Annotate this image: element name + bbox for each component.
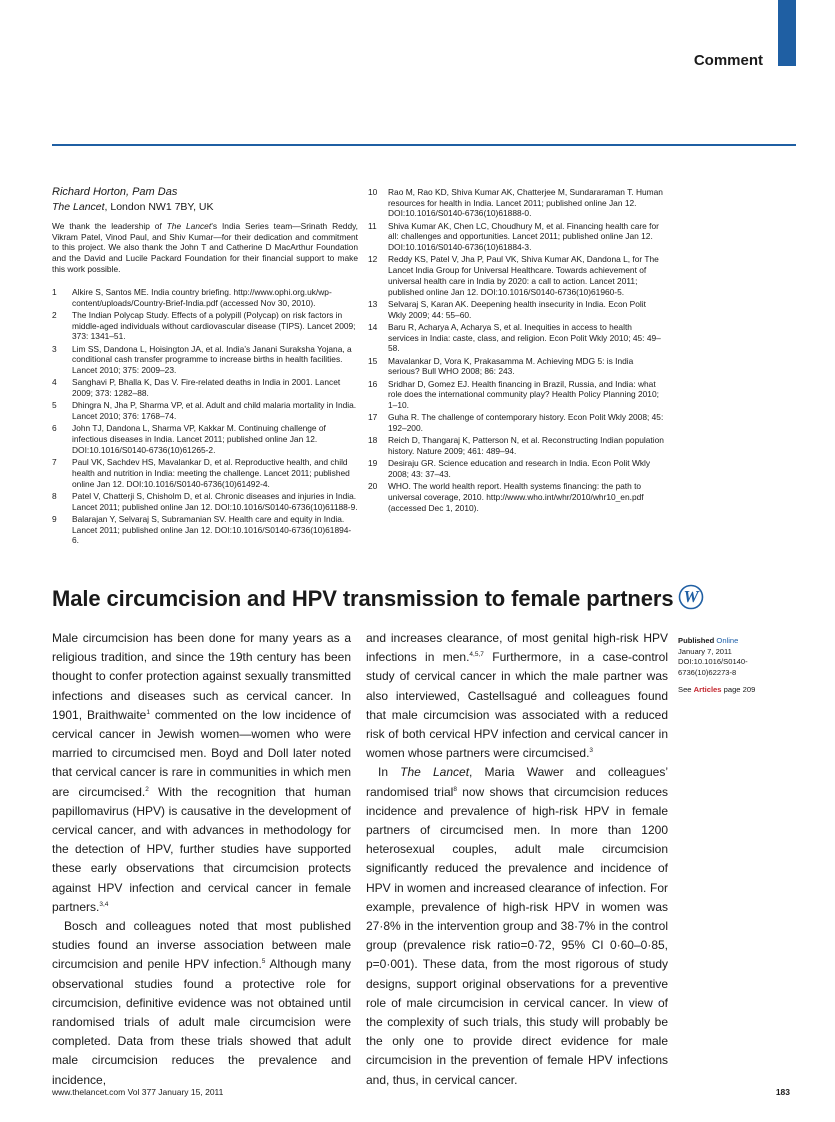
reference-item (52, 344, 358, 376)
publication-sidebar (678, 636, 778, 696)
reference-list-left (52, 287, 358, 548)
reference-item (368, 356, 664, 377)
reference-text: The Indian Polycap Study. Effects of a polypill (Polycap) on risk factors in middle-aged individuals without cardiovascular disease (TIPS). Lancet 2009; 373: 1341–51. (72, 310, 356, 342)
reference-text: Paul VK, Sachdev HS, Mavalankar D, et al. Reproductive health, and child health and nutrition in India: meeting the challenge. Lancet 2011; published online Jan 12. DOI:10.1016/S0140-6736(10)61492-4. (72, 457, 350, 489)
reference-number: 14 (368, 321, 378, 332)
body-paragraph: In The Lancet, Maria Wawer and colleagues’ randomised trial$^8$ now shows that circumcision reduces incidence and prevalence of high-risk HPV in female partners of circumcised men. In more than 1200 heterosexual couples, adult male circumcision significantly reduced the prevalence and incidence of HPV in women and increased clearance of infection. For example, prevalence of high-risk HPV in women was 27·8% in the intervention group and 38·7% in the control group (prevalence risk ratio=0·72, 95% CI 0·60–0·85, p=0·001). These data, from the most rigorous of study designs, support original observations for a preventive role of male circumcision in cervical cancer. In view of the complexity of such trials, this study will probably be the only one to provide direct evidence for male circumcision in the prevention of female HPV infections and, thus, in cervical cancer. (366, 765, 669, 1087)
reference-text: Mavalankar D, Vora K, Prakasamma M. Achieving MDG 5: is India serious? Bull WHO 2008; 86: 243. (388, 355, 634, 377)
reference-number: 1 (52, 287, 57, 297)
reference-item (368, 435, 664, 456)
w-letter: W (683, 587, 699, 606)
reference-list-right (368, 187, 664, 515)
citation: 8 (453, 785, 457, 793)
reference-number: 11 (368, 220, 377, 231)
section-label: Comment (693, 52, 763, 69)
reference-item (52, 287, 358, 308)
reference-item (368, 322, 664, 354)
citation: 2 (145, 785, 149, 793)
reference-text: Sridhar D, Gomez EJ. Health financing in Brazil, Russia, and India: what role does the international community play? Health Policy Planning 2010; 1–10. (388, 378, 659, 410)
reference-text: Alkire S, Santos ME. India country briefing. http://www.ophi.org.uk/wp-content/uploads/Country-Brief-India.pdf (accessed Nov 30, 2010). (72, 287, 332, 308)
reference-item (52, 310, 358, 342)
reference-item (368, 379, 664, 411)
publication-date: January 7, 2011 (678, 646, 732, 656)
reference-number: 6 (52, 423, 57, 434)
reference-item (368, 481, 664, 513)
ack-text: We thank the leadership of (52, 221, 167, 231)
w-circle-icon (678, 584, 704, 610)
reference-item (368, 187, 664, 219)
reference-number: 3 (52, 343, 57, 354)
reference-item (52, 423, 358, 455)
ack-text-rest: ’s India Series team—Srinath Reddy, Vikram Patel, Vinod Paul, and Shiv Kumar—for their dedication and commitment to this project. We also thank the John T and Catherine D MacArthur Foundation and the David and Lucile Packard Foundation for their financial support to make this work possible. (52, 221, 358, 274)
section-color-tab (778, 0, 796, 66)
citation: 3,4 (99, 900, 109, 908)
reference-text: John TJ, Dandona L, Sharma VP, Kakkar M. Continuing challenge of infectious diseases in India. Lancet 2011; published online Jan 12. DOI:10.1016/S0140-6736(10)61265-2. (72, 423, 326, 455)
reference-number: 8 (52, 490, 57, 501)
reference-text: Selvaraj S, Karan AK. Deepening health insecurity in India. Econ Polit Wkly 2009; 44: 55–60. (388, 298, 646, 320)
reference-text: Sanghavi P, Bhalla K, Das V. Fire-related deaths in India in 2001. Lancet 2009; 373: 1282–88. (72, 377, 341, 399)
reference-number: 17 (368, 412, 378, 423)
reference-number: 18 (368, 435, 378, 446)
reference-item (368, 221, 664, 253)
reference-text: Balarajan Y, Selvaraj S, Subramanian SV. Health care and equity in India. Lancet 2011; published online Jan 12. DOI:10.1016/S0140-6736(10)61894-6. (72, 513, 352, 546)
reference-number: 15 (368, 355, 378, 366)
reference-number: 20 (368, 481, 378, 492)
reference-item (368, 254, 664, 297)
citation: 1 (146, 708, 150, 716)
reference-text: WHO. The world health report. Health systems financing: the path to universal coverage, 2010. http://www.who.int/whr/2010/whr10_en.pdf (accessed Dec 1, 2010). (388, 481, 644, 513)
reference-item (52, 457, 358, 489)
ack-journal: The Lancet (166, 221, 212, 231)
citation: 4,5,7 (469, 651, 484, 659)
body-column-left (52, 629, 351, 1090)
reference-item (368, 458, 664, 479)
reference-text: Lim SS, Dandona L, Hoisington JA, et al. India’s Janani Suraksha Yojana, a conditional cash transfer programme to increase births in health facilities. Lancet 2010; 375: 2009–23. (72, 343, 352, 376)
reference-text: Guha R. The challenge of contemporary history. Econ Polit Wkly 2008; 45: 192–200. (388, 412, 664, 433)
acknowledgement (52, 221, 358, 275)
online-label: Online (716, 636, 739, 645)
reference-item (52, 514, 358, 546)
article-title: Male circumcision and HPV transmission to female partners (52, 586, 674, 611)
reference-text: Reich D, Thangaraj K, Patterson N, et al. Reconstructing Indian population history. Nature 2009; 461: 489–94. (388, 435, 664, 456)
published-online-line: Published Online (678, 636, 739, 645)
affiliation-address: , London NW1 7BY, UK (104, 201, 214, 213)
reference-item (52, 377, 358, 398)
previous-article-affiliation (52, 201, 214, 213)
reference-number: 2 (52, 310, 57, 320)
reference-text: Reddy KS, Patel V, Jha P, Paul VK, Shiva Kumar AK, Dandona L, for The Lancet India Group for Universal Healthcare. Towards achievement of universal health care in India by 2020: a call to action. Lancet 2011; published online Jan 12. DOI:10.1016/S0140-6736(10)61960-5. (388, 254, 659, 297)
citation: 3 (589, 747, 594, 755)
reference-number: 19 (368, 458, 378, 469)
reference-text: Rao M, Rao KD, Shiva Kumar AK, Chatterjee M, Sundararaman T. Human resources for health in India. Lancet 2011; published online Jan 12. DOI:10.1016/S0140-6736(10)61888-0. (388, 187, 663, 219)
body-column-right (366, 629, 668, 1090)
body-paragraph: Bosch and colleagues noted that most published studies found an inverse association between male circumcision and penile HPV infection.$^5$ Although many observational studies found a protective role for circumcision, definitive evidence was not obtained until randomised trials of adult male circumcision were completed. Data from these trials showed that adult male circumcision reduces the prevalence and incidence, (52, 919, 351, 1087)
reference-text: Shiva Kumar AK, Chen LC, Choudhury M, et al. Financing health care for all: challenges and opportunities. Lancet 2011; published online Jan 12. DOI:10.1016/S0140-6736(10)61884-3. (388, 220, 659, 253)
journal-name: The Lancet (52, 201, 105, 213)
reference-number: 7 (52, 457, 57, 468)
previous-article-authors: Richard Horton, Pam Das (52, 186, 178, 198)
reference-number: 10 (368, 187, 378, 197)
reference-item (52, 400, 358, 421)
reference-number: 4 (52, 377, 57, 388)
reference-number: 16 (368, 378, 378, 389)
body-paragraph: and increases clearance, of most genital high-risk HPV infections in men.$^{4,5,7}$ Furthermore, in a case-control study of cervical cancer in which the male partner was also interviewed, Castellsagué and colleagues found that male circumcision was associated with a reduced risk of both cervical HPV infection and cervical cancer in women whose partners were circumcised.$^3$ (366, 631, 669, 761)
articles-link[interactable]: Articles (693, 685, 722, 695)
reference-text: Patel V, Chatterji S, Chisholm D, et al. Chronic diseases and injuries in India. Lancet 2011; published online Jan 12. DOI:10.1016/S0140-6736(10)61188-9. (72, 490, 358, 512)
body-paragraph: Male circumcision has been done for many years as a religious tradition, and since the 19th century has been thought to confer protection against sexually transmitted infections and diseases such as cervical cancer. In 1901, Braithwaite$^1$ commented on the low incidence of cervical cancer in Jewish women—women who were married to circumcised men. Boyd and Doll later noted that cervical cancer is rare in communities in which men are circumcised.$^2$ With the recognition that human papillomavirus (HPV) is causative in the development of cervical cancer, and with advances in methodology for the detection of HPV, further studies have supported these early observations that circumcision protects against HPV infection and cervical cancer in female partners.$^{3,4}$ (52, 631, 351, 914)
reference-item (52, 491, 358, 512)
reference-number: 13 (368, 298, 378, 309)
see-articles-note: See Articles page 209 (678, 685, 756, 695)
citation: 5 (261, 958, 266, 966)
doi: DOI:10.1016/S0140-6736(10)62273-8 (678, 657, 748, 677)
reference-number: 5 (52, 400, 57, 411)
reference-number: 9 (52, 513, 57, 524)
reference-text: Dhingra N, Jha P, Sharma VP, et al. Adult and child malaria mortality in India. Lancet 2010; 376: 1768–74. (72, 400, 357, 422)
reference-item (368, 412, 664, 433)
journal-name: The Lancet (400, 765, 470, 780)
footer-journal-info: www.thelancet.com Vol 377 January 15, 2011 (52, 1087, 224, 1097)
reference-number: 12 (368, 254, 378, 265)
header-divider (52, 144, 796, 146)
reference-text: Baru R, Acharya A, Acharya S, et al. Inequities in access to health services in India: caste, class, and religion. Econ Polit Wkly 2010; 45: 49–58. (388, 321, 661, 354)
reference-text: Desiraju GR. Science education and research in India. Econ Polit Wkly 2008; 43: 37–43. (388, 458, 651, 479)
reference-item (368, 299, 664, 320)
page-number: 183 (775, 1087, 790, 1097)
